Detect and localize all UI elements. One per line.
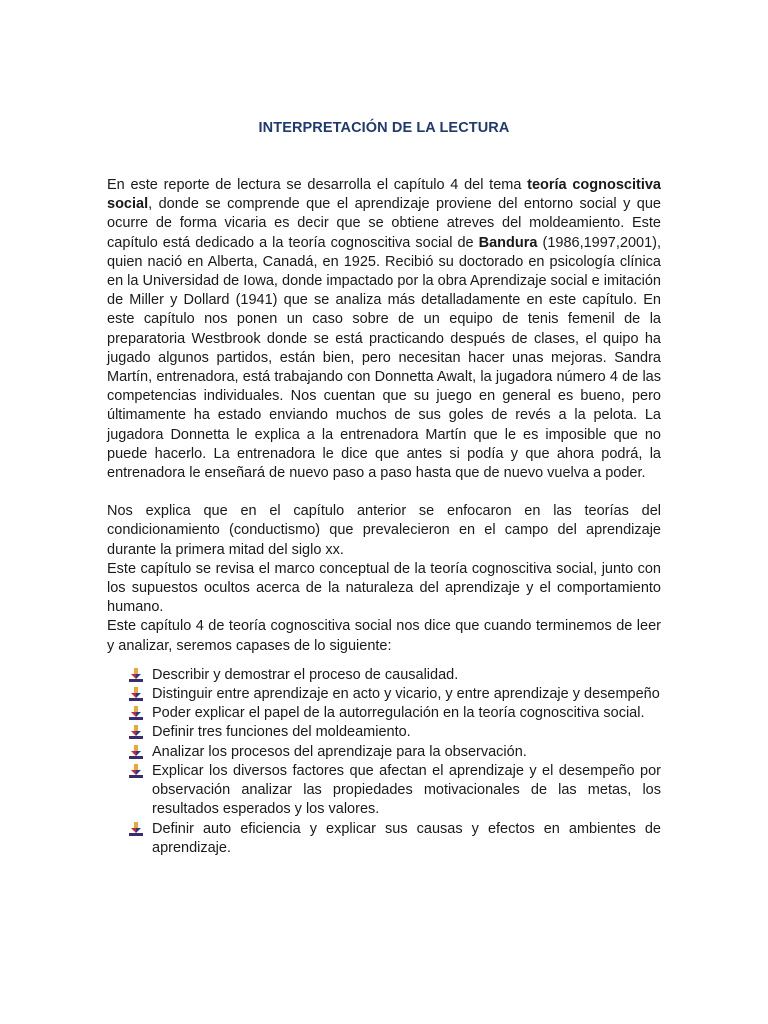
paragraph-objectives-intro: Este capítulo 4 de teoría cognoscitiva social nos dice que cuando terminemos de leer y analizar, seremos capases de lo siguiente: (107, 618, 661, 654)
arrow-down-bullet-icon (128, 822, 144, 836)
objective-text: Definir auto eficiencia y explicar sus causas y efectos en ambientes de aprendizaje. (152, 820, 661, 856)
arrow-down-bullet-icon (128, 764, 144, 778)
objective-text: Definir tres funciones del moldeamiento. (152, 724, 411, 741)
arrow-down-bullet-icon (128, 668, 144, 682)
intro-bold-topic: teoría cognoscitiva social (107, 177, 661, 213)
paragraph-framework: Este capítulo se revisa el marco conceptual de la teoría cognoscitiva social, junto con los supuestos ocultos acerca de la naturaleza del aprendizaje y el comportamiento humano. (107, 560, 661, 616)
list-item (107, 685, 661, 704)
paragraph-previous-chapter: Nos explica que en el capítulo anterior se enfocaron en las teorías del condicionamiento (conductismo) que prevalecieron en el campo del aprendizaje durante la primera mitad del siglo xx. (107, 503, 661, 558)
objective-text: Distinguir entre aprendizaje en acto y vicario, y entre aprendizaje y desempeño (152, 686, 660, 703)
objective-text: Describir y demostrar el proceso de causalidad. (152, 666, 459, 683)
objectives-list (107, 666, 661, 858)
paragraph-gap (107, 483, 661, 502)
paragraph-intro (107, 176, 661, 483)
page-title: INTERPRETACIÓN DE LA LECTURA (258, 120, 510, 136)
objective-text: Analizar los procesos del aprendizaje para la observación. (152, 743, 527, 760)
intro-text-1: En este reporte de lectura se desarrolla el capítulo 4 del tema (107, 177, 528, 193)
intro-text-2: , donde se comprende que el aprendizaje proviene del entorno social y que ocurre de forma vicaria es decir que se obtiene atreves del moldeamiento. Este capítulo está dedicado a la teoría cognoscitiva social de (107, 196, 661, 251)
arrow-down-bullet-icon (128, 706, 144, 720)
objective-text: Poder explicar el papel de la autorregulación en la teoría cognoscitiva social. (152, 705, 645, 722)
arrow-down-bullet-icon (128, 687, 144, 701)
document-body (107, 176, 661, 858)
list-item (107, 723, 661, 742)
intro-bold-author: Bandura (478, 234, 538, 251)
list-item (107, 704, 661, 723)
list-item (107, 820, 661, 858)
list-item (107, 743, 661, 762)
intro-text-3: (1986,1997,2001), quien nació en Alberta, Canadá, en 1925. Recibió su doctorado en psicología clínica en la Universidad de Iowa, donde impactado por la obra Aprendizaje social e imitación de Miller y Dollard (1941) que se analiza más detalladamente en este capítulo. En este capítulo nos ponen un caso sobre de un equipo de tenis femenil de la preparatoria Westbrook donde se está practicando después de clases, el quipo ha jugado algunos partidos, están bien, pero necesitan hacer unas mejoras. Sandra Martín, entrenadora, está trabajando con Donnetta Awalt, la jugadora número 4 de las competencias individuales. Nos cuentan que su juego en general es bueno, pero últimamente ha estado enviando muchos de sus goles de revés a la pelota. La jugadora Donnetta le explica a la entrenadora Martín que le es imposible que no puede hacerlo. La entrenadora le dice que antes si podía y que ahora podrá, la entrenadora le enseñará de nuevo paso a paso hasta que de nuevo vuelva a poder. (107, 234, 661, 482)
list-item (107, 762, 661, 820)
arrow-down-bullet-icon (128, 725, 144, 739)
list-item (107, 666, 661, 685)
objective-text: Explicar los diversos factores que afectan el aprendizaje y el desempeño por observación analizar las propiedades motivacionales de las metas, los resultados esperados y los valores. (152, 762, 661, 818)
arrow-down-bullet-icon (128, 745, 144, 759)
